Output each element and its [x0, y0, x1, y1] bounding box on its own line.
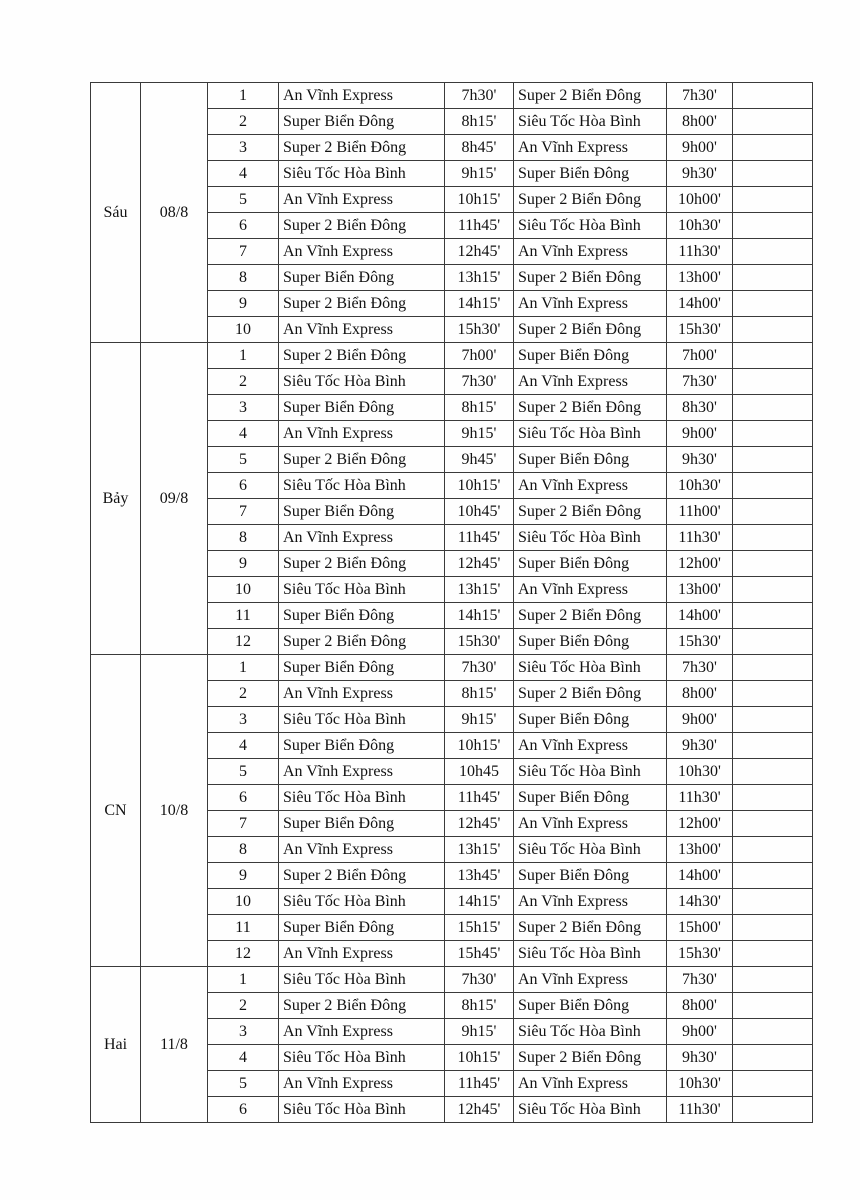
trip-number-cell: 8: [208, 525, 279, 551]
departure-time-cell: 13h15': [445, 577, 514, 603]
return-ship-cell: Siêu Tốc Hòa Bình: [514, 837, 667, 863]
return-ship-cell: Siêu Tốc Hòa Bình: [514, 421, 667, 447]
notes-cell: [733, 447, 813, 473]
departure-ship-cell: Siêu Tốc Hòa Bình: [279, 369, 445, 395]
return-ship-cell: Super 2 Biển Đông: [514, 1045, 667, 1071]
notes-cell: [733, 733, 813, 759]
departure-ship-cell: Super 2 Biển Đông: [279, 993, 445, 1019]
departure-time-cell: 7h00': [445, 343, 514, 369]
trip-number-cell: 4: [208, 733, 279, 759]
notes-cell: [733, 785, 813, 811]
return-time-cell: 14h00': [667, 603, 733, 629]
return-time-cell: 9h30': [667, 733, 733, 759]
departure-time-cell: 14h15': [445, 603, 514, 629]
notes-cell: [733, 499, 813, 525]
departure-ship-cell: Siêu Tốc Hòa Bình: [279, 1097, 445, 1123]
day-cell: Hai: [91, 967, 141, 1123]
departure-time-cell: 13h15': [445, 265, 514, 291]
return-ship-cell: Siêu Tốc Hòa Bình: [514, 1019, 667, 1045]
return-time-cell: 9h00': [667, 135, 733, 161]
trip-number-cell: 5: [208, 1071, 279, 1097]
departure-time-cell: 10h15': [445, 187, 514, 213]
trip-number-cell: 1: [208, 655, 279, 681]
departure-ship-cell: An Vĩnh Express: [279, 1071, 445, 1097]
return-ship-cell: An Vĩnh Express: [514, 135, 667, 161]
return-time-cell: 11h30': [667, 525, 733, 551]
departure-time-cell: 15h15': [445, 915, 514, 941]
departure-ship-cell: An Vĩnh Express: [279, 1019, 445, 1045]
trip-number-cell: 4: [208, 161, 279, 187]
table-row: [91, 83, 813, 109]
trip-number-cell: 2: [208, 369, 279, 395]
trip-number-cell: 5: [208, 759, 279, 785]
trip-number-cell: 7: [208, 811, 279, 837]
departure-time-cell: 15h45': [445, 941, 514, 967]
day-cell: CN: [91, 655, 141, 967]
return-ship-cell: Super 2 Biển Đông: [514, 83, 667, 109]
return-time-cell: 9h30': [667, 1045, 733, 1071]
trip-number-cell: 7: [208, 499, 279, 525]
departure-ship-cell: Super Biển Đông: [279, 109, 445, 135]
return-time-cell: 9h00': [667, 1019, 733, 1045]
departure-ship-cell: Super 2 Biển Đông: [279, 291, 445, 317]
return-ship-cell: Siêu Tốc Hòa Bình: [514, 213, 667, 239]
return-time-cell: 15h30': [667, 941, 733, 967]
notes-cell: [733, 525, 813, 551]
return-ship-cell: Super 2 Biển Đông: [514, 681, 667, 707]
notes-cell: [733, 109, 813, 135]
departure-time-cell: 8h15': [445, 681, 514, 707]
notes-cell: [733, 993, 813, 1019]
departure-ship-cell: Super 2 Biển Đông: [279, 551, 445, 577]
departure-ship-cell: Super Biển Đông: [279, 733, 445, 759]
departure-ship-cell: Super Biển Đông: [279, 603, 445, 629]
departure-ship-cell: An Vĩnh Express: [279, 837, 445, 863]
departure-time-cell: 8h15': [445, 993, 514, 1019]
departure-time-cell: 8h15': [445, 109, 514, 135]
return-ship-cell: Super Biển Đông: [514, 343, 667, 369]
departure-time-cell: 13h45': [445, 863, 514, 889]
return-time-cell: 15h00': [667, 915, 733, 941]
return-ship-cell: Super 2 Biển Đông: [514, 317, 667, 343]
table-row: [91, 655, 813, 681]
return-time-cell: 7h00': [667, 343, 733, 369]
return-time-cell: 12h00': [667, 811, 733, 837]
departure-ship-cell: Super 2 Biển Đông: [279, 629, 445, 655]
notes-cell: [733, 317, 813, 343]
date-cell: 11/8: [141, 967, 208, 1123]
day-cell: Sáu: [91, 83, 141, 343]
departure-time-cell: 9h45': [445, 447, 514, 473]
return-time-cell: 8h00': [667, 681, 733, 707]
trip-number-cell: 8: [208, 837, 279, 863]
return-time-cell: 12h00': [667, 551, 733, 577]
trip-number-cell: 1: [208, 343, 279, 369]
notes-cell: [733, 837, 813, 863]
notes-cell: [733, 1045, 813, 1071]
return-ship-cell: Super Biển Đông: [514, 863, 667, 889]
return-ship-cell: An Vĩnh Express: [514, 1071, 667, 1097]
notes-cell: [733, 1071, 813, 1097]
trip-number-cell: 2: [208, 109, 279, 135]
trip-number-cell: 4: [208, 421, 279, 447]
notes-cell: [733, 629, 813, 655]
departure-time-cell: 15h30': [445, 317, 514, 343]
return-time-cell: 10h30': [667, 473, 733, 499]
return-ship-cell: An Vĩnh Express: [514, 577, 667, 603]
return-ship-cell: An Vĩnh Express: [514, 811, 667, 837]
return-ship-cell: Siêu Tốc Hòa Bình: [514, 109, 667, 135]
departure-ship-cell: Super 2 Biển Đông: [279, 213, 445, 239]
return-ship-cell: An Vĩnh Express: [514, 889, 667, 915]
notes-cell: [733, 889, 813, 915]
return-time-cell: 7h30': [667, 655, 733, 681]
return-ship-cell: Siêu Tốc Hòa Bình: [514, 941, 667, 967]
departure-time-cell: 12h45': [445, 551, 514, 577]
return-ship-cell: Super 2 Biển Đông: [514, 499, 667, 525]
departure-ship-cell: Super Biển Đông: [279, 655, 445, 681]
return-time-cell: 15h30': [667, 629, 733, 655]
trip-number-cell: 6: [208, 213, 279, 239]
departure-ship-cell: Siêu Tốc Hòa Bình: [279, 473, 445, 499]
trip-number-cell: 6: [208, 473, 279, 499]
departure-ship-cell: Super 2 Biển Đông: [279, 135, 445, 161]
departure-ship-cell: Siêu Tốc Hòa Bình: [279, 161, 445, 187]
notes-cell: [733, 135, 813, 161]
return-time-cell: 8h00': [667, 993, 733, 1019]
return-time-cell: 15h30': [667, 317, 733, 343]
notes-cell: [733, 291, 813, 317]
trip-number-cell: 11: [208, 603, 279, 629]
return-time-cell: 8h30': [667, 395, 733, 421]
notes-cell: [733, 707, 813, 733]
departure-ship-cell: An Vĩnh Express: [279, 317, 445, 343]
ferry-schedule-table: [90, 82, 813, 1123]
departure-time-cell: 13h15': [445, 837, 514, 863]
departure-time-cell: 12h45': [445, 811, 514, 837]
departure-ship-cell: An Vĩnh Express: [279, 759, 445, 785]
notes-cell: [733, 187, 813, 213]
trip-number-cell: 2: [208, 993, 279, 1019]
return-ship-cell: Super Biển Đông: [514, 707, 667, 733]
notes-cell: [733, 1097, 813, 1123]
notes-cell: [733, 655, 813, 681]
departure-time-cell: 8h15': [445, 395, 514, 421]
departure-time-cell: 8h45': [445, 135, 514, 161]
notes-cell: [733, 1019, 813, 1045]
trip-number-cell: 9: [208, 291, 279, 317]
departure-ship-cell: Siêu Tốc Hòa Bình: [279, 967, 445, 993]
trip-number-cell: 7: [208, 239, 279, 265]
notes-cell: [733, 967, 813, 993]
return-ship-cell: Siêu Tốc Hòa Bình: [514, 525, 667, 551]
return-time-cell: 11h30': [667, 785, 733, 811]
notes-cell: [733, 395, 813, 421]
return-ship-cell: An Vĩnh Express: [514, 369, 667, 395]
departure-time-cell: 7h30': [445, 655, 514, 681]
departure-time-cell: 11h45': [445, 213, 514, 239]
departure-time-cell: 10h15': [445, 473, 514, 499]
departure-ship-cell: An Vĩnh Express: [279, 83, 445, 109]
return-time-cell: 10h30': [667, 213, 733, 239]
date-cell: 08/8: [141, 83, 208, 343]
trip-number-cell: 6: [208, 1097, 279, 1123]
return-time-cell: 9h30': [667, 447, 733, 473]
departure-ship-cell: Super 2 Biển Đông: [279, 343, 445, 369]
departure-ship-cell: An Vĩnh Express: [279, 941, 445, 967]
trip-number-cell: 8: [208, 265, 279, 291]
notes-cell: [733, 681, 813, 707]
trip-number-cell: 1: [208, 83, 279, 109]
return-ship-cell: An Vĩnh Express: [514, 291, 667, 317]
notes-cell: [733, 265, 813, 291]
return-time-cell: 10h00': [667, 187, 733, 213]
return-ship-cell: Siêu Tốc Hòa Bình: [514, 759, 667, 785]
departure-ship-cell: Siêu Tốc Hòa Bình: [279, 785, 445, 811]
return-time-cell: 14h30': [667, 889, 733, 915]
departure-ship-cell: Super 2 Biển Đông: [279, 863, 445, 889]
departure-time-cell: 10h45': [445, 499, 514, 525]
notes-cell: [733, 473, 813, 499]
trip-number-cell: 3: [208, 707, 279, 733]
return-time-cell: 9h00': [667, 421, 733, 447]
return-ship-cell: Super 2 Biển Đông: [514, 187, 667, 213]
return-ship-cell: Siêu Tốc Hòa Bình: [514, 1097, 667, 1123]
trip-number-cell: 9: [208, 551, 279, 577]
departure-time-cell: 11h45': [445, 525, 514, 551]
departure-ship-cell: Super 2 Biển Đông: [279, 447, 445, 473]
return-time-cell: 9h30': [667, 161, 733, 187]
departure-ship-cell: Siêu Tốc Hòa Bình: [279, 1045, 445, 1071]
return-ship-cell: Super 2 Biển Đông: [514, 395, 667, 421]
departure-ship-cell: Super Biển Đông: [279, 265, 445, 291]
departure-ship-cell: Siêu Tốc Hòa Bình: [279, 707, 445, 733]
departure-time-cell: 14h15': [445, 889, 514, 915]
departure-time-cell: 11h45': [445, 1071, 514, 1097]
departure-time-cell: 15h30': [445, 629, 514, 655]
return-time-cell: 11h00': [667, 499, 733, 525]
departure-ship-cell: Super Biển Đông: [279, 811, 445, 837]
return-time-cell: 14h00': [667, 863, 733, 889]
date-cell: 10/8: [141, 655, 208, 967]
trip-number-cell: 4: [208, 1045, 279, 1071]
notes-cell: [733, 421, 813, 447]
return-ship-cell: Super Biển Đông: [514, 785, 667, 811]
departure-ship-cell: An Vĩnh Express: [279, 421, 445, 447]
trip-number-cell: 3: [208, 1019, 279, 1045]
return-time-cell: 13h00': [667, 265, 733, 291]
departure-time-cell: 7h30': [445, 369, 514, 395]
departure-time-cell: 7h30': [445, 967, 514, 993]
departure-ship-cell: Super Biển Đông: [279, 499, 445, 525]
notes-cell: [733, 603, 813, 629]
notes-cell: [733, 213, 813, 239]
return-ship-cell: An Vĩnh Express: [514, 473, 667, 499]
return-time-cell: 8h00': [667, 109, 733, 135]
return-ship-cell: Super Biển Đông: [514, 161, 667, 187]
notes-cell: [733, 915, 813, 941]
departure-time-cell: 10h45: [445, 759, 514, 785]
departure-time-cell: 11h45': [445, 785, 514, 811]
return-time-cell: 11h30': [667, 239, 733, 265]
departure-time-cell: 12h45': [445, 1097, 514, 1123]
return-ship-cell: An Vĩnh Express: [514, 239, 667, 265]
trip-number-cell: 12: [208, 629, 279, 655]
notes-cell: [733, 343, 813, 369]
return-time-cell: 7h30': [667, 967, 733, 993]
return-ship-cell: An Vĩnh Express: [514, 733, 667, 759]
departure-ship-cell: An Vĩnh Express: [279, 681, 445, 707]
trip-number-cell: 3: [208, 395, 279, 421]
return-ship-cell: An Vĩnh Express: [514, 967, 667, 993]
return-ship-cell: Siêu Tốc Hòa Bình: [514, 655, 667, 681]
return-time-cell: 7h30': [667, 369, 733, 395]
return-time-cell: 10h30': [667, 759, 733, 785]
departure-ship-cell: An Vĩnh Express: [279, 239, 445, 265]
trip-number-cell: 10: [208, 317, 279, 343]
departure-ship-cell: Super Biển Đông: [279, 395, 445, 421]
notes-cell: [733, 577, 813, 603]
schedule-body: [91, 83, 813, 1123]
departure-ship-cell: Siêu Tốc Hòa Bình: [279, 889, 445, 915]
departure-time-cell: 9h15': [445, 421, 514, 447]
trip-number-cell: 1: [208, 967, 279, 993]
departure-time-cell: 10h15': [445, 1045, 514, 1071]
notes-cell: [733, 941, 813, 967]
return-time-cell: 10h30': [667, 1071, 733, 1097]
day-cell: Bảy: [91, 343, 141, 655]
departure-time-cell: 14h15': [445, 291, 514, 317]
trip-number-cell: 12: [208, 941, 279, 967]
departure-time-cell: 9h15': [445, 707, 514, 733]
return-ship-cell: Super 2 Biển Đông: [514, 915, 667, 941]
trip-number-cell: 2: [208, 681, 279, 707]
departure-ship-cell: Siêu Tốc Hòa Bình: [279, 577, 445, 603]
departure-time-cell: 9h15': [445, 161, 514, 187]
notes-cell: [733, 759, 813, 785]
trip-number-cell: 6: [208, 785, 279, 811]
departure-time-cell: 12h45': [445, 239, 514, 265]
return-ship-cell: Super Biển Đông: [514, 447, 667, 473]
departure-ship-cell: An Vĩnh Express: [279, 525, 445, 551]
trip-number-cell: 11: [208, 915, 279, 941]
return-time-cell: 13h00': [667, 577, 733, 603]
trip-number-cell: 9: [208, 863, 279, 889]
trip-number-cell: 3: [208, 135, 279, 161]
departure-time-cell: 10h15': [445, 733, 514, 759]
return-ship-cell: Super Biển Đông: [514, 993, 667, 1019]
notes-cell: [733, 239, 813, 265]
return-time-cell: 11h30': [667, 1097, 733, 1123]
trip-number-cell: 10: [208, 577, 279, 603]
notes-cell: [733, 551, 813, 577]
departure-ship-cell: An Vĩnh Express: [279, 187, 445, 213]
return-ship-cell: Super Biển Đông: [514, 629, 667, 655]
return-time-cell: 9h00': [667, 707, 733, 733]
table-row: [91, 343, 813, 369]
return-time-cell: 13h00': [667, 837, 733, 863]
return-ship-cell: Super Biển Đông: [514, 551, 667, 577]
table-row: [91, 967, 813, 993]
return-ship-cell: Super 2 Biển Đông: [514, 603, 667, 629]
trip-number-cell: 5: [208, 187, 279, 213]
departure-time-cell: 9h15': [445, 1019, 514, 1045]
departure-ship-cell: Super Biển Đông: [279, 915, 445, 941]
notes-cell: [733, 369, 813, 395]
trip-number-cell: 5: [208, 447, 279, 473]
departure-time-cell: 7h30': [445, 83, 514, 109]
notes-cell: [733, 83, 813, 109]
date-cell: 09/8: [141, 343, 208, 655]
notes-cell: [733, 161, 813, 187]
notes-cell: [733, 811, 813, 837]
trip-number-cell: 10: [208, 889, 279, 915]
return-time-cell: 14h00': [667, 291, 733, 317]
return-ship-cell: Super 2 Biển Đông: [514, 265, 667, 291]
return-time-cell: 7h30': [667, 83, 733, 109]
notes-cell: [733, 863, 813, 889]
